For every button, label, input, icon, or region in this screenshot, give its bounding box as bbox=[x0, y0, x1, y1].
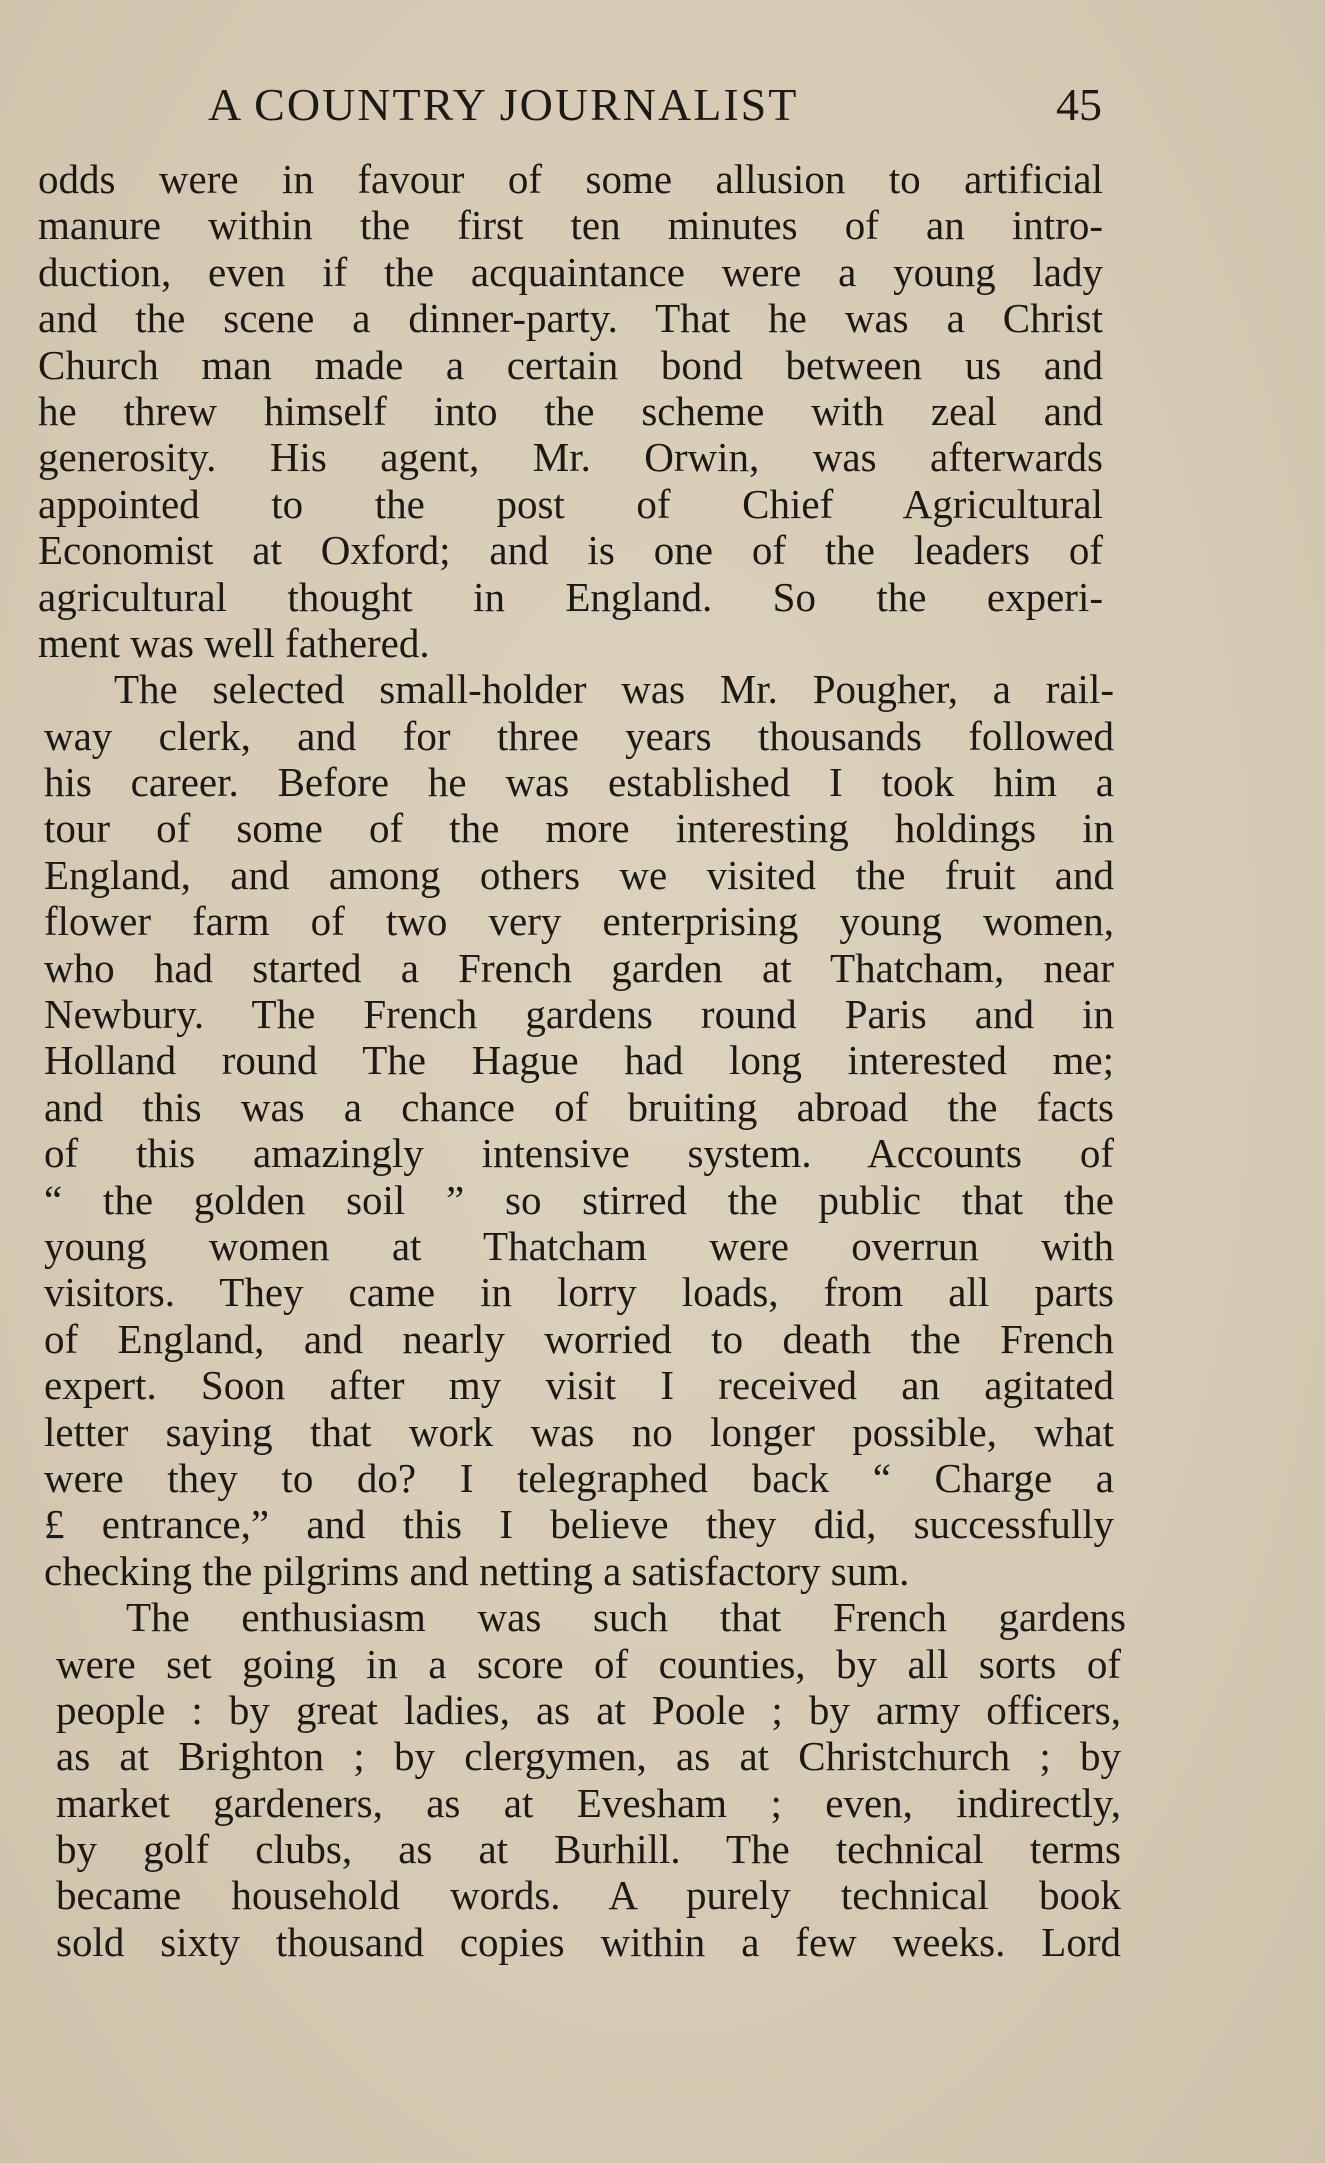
text-line: were they to do? I telegraphed back “ Charge a bbox=[44, 1454, 1114, 1501]
text-line: generosity. His agent, Mr. Orwin, was afterwards bbox=[38, 434, 1103, 481]
text-line: flower farm of two very enterprising young women, bbox=[44, 898, 1114, 945]
text-line: sold sixty thousand copies within a few weeks. Lord bbox=[56, 1918, 1121, 1965]
text-line: £ entrance,” and this I believe they did, successfully bbox=[44, 1501, 1114, 1548]
text-line: The enthusiasm was such that French gardens bbox=[126, 1594, 1126, 1641]
text-line: of this amazingly intensive system. Accounts of bbox=[44, 1130, 1114, 1177]
text-line: as at Brighton ; by clergymen, as at Christchurch ; by bbox=[56, 1733, 1121, 1780]
text-line: tour of some of the more interesting holdings in bbox=[44, 805, 1114, 852]
text-line: who had started a French garden at Thatcham, near bbox=[44, 944, 1114, 991]
text-line: by golf clubs, as at Burhill. The technical terms bbox=[56, 1826, 1121, 1873]
page-number: 45 bbox=[1056, 79, 1102, 130]
paragraph-1 bbox=[38, 156, 1118, 666]
text-line: he threw himself into the scheme with zeal and bbox=[38, 387, 1103, 434]
text-line: duction, even if the acquaintance were a young lady bbox=[38, 248, 1103, 295]
text-line: agricultural thought in England. So the experi- bbox=[38, 573, 1103, 620]
page-body bbox=[38, 156, 1126, 1965]
text-line: England, and among others we visited the fruit and bbox=[44, 851, 1114, 898]
running-header bbox=[38, 78, 1118, 138]
text-line: expert. Soon after my visit I received an agitated bbox=[44, 1362, 1114, 1409]
text-line: and the scene a dinner-party. That he was a Christ bbox=[38, 295, 1103, 342]
running-title: A COUNTRY JOURNALIST bbox=[208, 79, 799, 130]
text-line: manure within the first ten minutes of an intro- bbox=[38, 202, 1103, 249]
text-line: young women at Thatcham were overrun with bbox=[44, 1222, 1114, 1269]
text-line: Economist at Oxford; and is one of the leaders of bbox=[38, 527, 1103, 574]
text-line: were set going in a score of counties, by all sorts of bbox=[56, 1640, 1121, 1687]
text-line: checking the pilgrims and netting a satisfactory sum. bbox=[44, 1547, 910, 1594]
text-line: Newbury. The French gardens round Paris and in bbox=[44, 991, 1114, 1038]
paragraph-3 bbox=[38, 1594, 1126, 1965]
text-line: letter saying that work was no longer possible, what bbox=[44, 1408, 1114, 1455]
text-line: became household words. A purely technical book bbox=[56, 1872, 1121, 1919]
text-line: The selected small-holder was Mr. Pougher, a rail- bbox=[114, 666, 1114, 713]
text-line: and this was a chance of bruiting abroad the facts bbox=[44, 1083, 1114, 1130]
text-line: appointed to the post of Chief Agricultural bbox=[38, 480, 1103, 527]
text-line: “ the golden soil ” so stirred the public that the bbox=[44, 1176, 1114, 1223]
text-line: odds were in favour of some allusion to artificial bbox=[38, 156, 1103, 202]
text-line: Church man made a certain bond between us and bbox=[38, 341, 1103, 388]
text-line: his career. Before he was established I took him a bbox=[44, 759, 1114, 806]
text-line: way clerk, and for three years thousands followed bbox=[44, 712, 1114, 759]
text-line: Holland round The Hague had long interested me; bbox=[44, 1037, 1114, 1084]
text-line: market gardeners, as at Evesham ; even, indirectly, bbox=[56, 1779, 1121, 1826]
text-line: visitors. They came in lorry loads, from all parts bbox=[44, 1269, 1114, 1316]
paragraph-2 bbox=[38, 666, 1118, 1594]
text-line: ment was well fathered. bbox=[38, 619, 430, 666]
text-line: of England, and nearly worried to death the French bbox=[44, 1315, 1114, 1362]
text-line: people : by great ladies, as at Poole ; by army officers, bbox=[56, 1686, 1121, 1733]
book-page bbox=[38, 78, 1126, 1965]
